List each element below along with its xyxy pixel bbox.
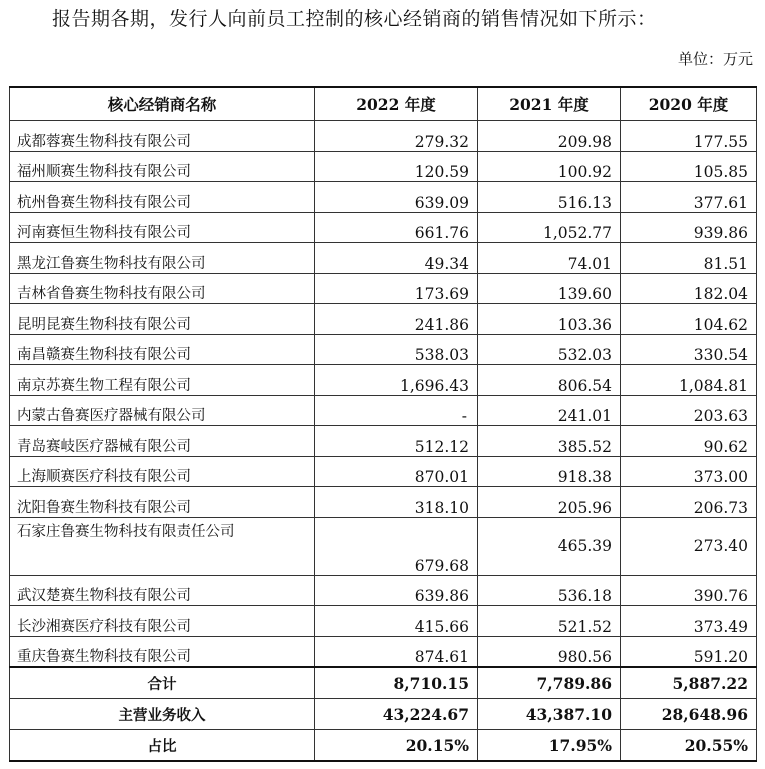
distributor-name: 杭州鲁赛生物科技有限公司 (10, 182, 315, 213)
summary-value-2022: 20.15% (315, 730, 478, 762)
value-2020: 105.85 (621, 151, 757, 182)
distributor-name: 河南赛恒生物科技有限公司 (10, 212, 315, 243)
table-row (10, 243, 757, 274)
total-row (10, 667, 757, 699)
table-row (10, 606, 757, 637)
table-row (10, 212, 757, 243)
distributor-name: 石家庄鲁赛生物科技有限责任公司 (10, 517, 315, 575)
table-row (10, 273, 757, 304)
value-2021: 980.56 (478, 636, 621, 667)
table-row (10, 334, 757, 365)
summary-value-2022: 8,710.15 (315, 667, 478, 699)
table-row (10, 182, 757, 213)
value-2022: 512.12 (315, 426, 478, 457)
distributor-name: 南京苏赛生物工程有限公司 (10, 365, 315, 396)
value-2022: 415.66 (315, 606, 478, 637)
value-2021: 205.96 (478, 487, 621, 518)
value-2022: 318.10 (315, 487, 478, 518)
main-revenue-row (10, 699, 757, 730)
value-2020: 182.04 (621, 273, 757, 304)
value-2020: 1,084.81 (621, 365, 757, 396)
value-2022: 679.68 (315, 517, 478, 575)
distributor-sales-table (9, 86, 757, 762)
value-2021: 100.92 (478, 151, 621, 182)
value-2022: 120.59 (315, 151, 478, 182)
table-row (10, 575, 757, 606)
summary-value-2021: 17.95% (478, 730, 621, 762)
value-2021: 532.03 (478, 334, 621, 365)
value-2021: 516.13 (478, 182, 621, 213)
value-2021: 918.38 (478, 456, 621, 487)
value-2020: 390.76 (621, 575, 757, 606)
summary-label: 合计 (10, 667, 315, 699)
value-2021: 521.52 (478, 606, 621, 637)
distributor-name: 吉林省鲁赛生物科技有限公司 (10, 273, 315, 304)
intro-paragraph: 报告期各期，发行人向前员工控制的核心经销商的销售情况如下所示： (52, 8, 657, 30)
value-2022: 661.76 (315, 212, 478, 243)
value-2020: 939.86 (621, 212, 757, 243)
value-2021: 465.39 (478, 517, 621, 575)
value-2020: 177.55 (621, 121, 757, 152)
summary-value-2020: 20.55% (621, 730, 757, 762)
value-2021: 385.52 (478, 426, 621, 457)
ratio-row (10, 730, 757, 762)
distributor-name: 重庆鲁赛生物科技有限公司 (10, 636, 315, 667)
unit-label: 单位：万元 (677, 50, 753, 68)
column-header-2022: 2022 年度 (315, 87, 478, 121)
value-2020: 373.00 (621, 456, 757, 487)
value-2021: 103.36 (478, 304, 621, 335)
summary-value-2021: 7,789.86 (478, 667, 621, 699)
distributor-name: 上海顺赛医疗科技有限公司 (10, 456, 315, 487)
table-row (10, 487, 757, 518)
value-2021: 806.54 (478, 365, 621, 396)
summary-value-2021: 43,387.10 (478, 699, 621, 730)
value-2020: 330.54 (621, 334, 757, 365)
table-row (10, 151, 757, 182)
value-2021: 139.60 (478, 273, 621, 304)
value-2022: 639.86 (315, 575, 478, 606)
value-2020: 377.61 (621, 182, 757, 213)
value-2022: 870.01 (315, 456, 478, 487)
value-2022: 874.61 (315, 636, 478, 667)
value-2020: 273.40 (621, 517, 757, 575)
distributor-name: 沈阳鲁赛生物科技有限公司 (10, 487, 315, 518)
value-2022: 279.32 (315, 121, 478, 152)
value-2020: 206.73 (621, 487, 757, 518)
distributor-name: 长沙湘赛医疗科技有限公司 (10, 606, 315, 637)
value-2022: 173.69 (315, 273, 478, 304)
distributor-name: 青岛赛岐医疗器械有限公司 (10, 426, 315, 457)
table-row (10, 456, 757, 487)
table-row (10, 304, 757, 335)
value-2022: - (315, 395, 478, 426)
value-2020: 203.63 (621, 395, 757, 426)
value-2020: 373.49 (621, 606, 757, 637)
summary-label: 主营业务收入 (10, 699, 315, 730)
value-2021: 536.18 (478, 575, 621, 606)
summary-value-2020: 5,887.22 (621, 667, 757, 699)
table-row (10, 636, 757, 667)
value-2020: 90.62 (621, 426, 757, 457)
summary-label: 占比 (10, 730, 315, 762)
summary-value-2022: 43,224.67 (315, 699, 478, 730)
value-2020: 591.20 (621, 636, 757, 667)
distributor-name: 黑龙江鲁赛生物科技有限公司 (10, 243, 315, 274)
distributor-name: 昆明昆赛生物科技有限公司 (10, 304, 315, 335)
table-row (10, 426, 757, 457)
table-row (10, 121, 757, 152)
distributor-name: 内蒙古鲁赛医疗器械有限公司 (10, 395, 315, 426)
value-2021: 74.01 (478, 243, 621, 274)
distributor-name: 成都蓉赛生物科技有限公司 (10, 121, 315, 152)
summary-value-2020: 28,648.96 (621, 699, 757, 730)
value-2022: 639.09 (315, 182, 478, 213)
table-row (10, 517, 757, 575)
table-row (10, 395, 757, 426)
column-header-name: 核心经销商名称 (10, 87, 315, 121)
value-2022: 538.03 (315, 334, 478, 365)
distributor-name: 武汉楚赛生物科技有限公司 (10, 575, 315, 606)
value-2020: 81.51 (621, 243, 757, 274)
value-2021: 209.98 (478, 121, 621, 152)
value-2022: 241.86 (315, 304, 478, 335)
distributor-name: 福州顺赛生物科技有限公司 (10, 151, 315, 182)
value-2021: 1,052.77 (478, 212, 621, 243)
value-2022: 1,696.43 (315, 365, 478, 396)
table-header-row (10, 87, 757, 121)
column-header-2020: 2020 年度 (621, 87, 757, 121)
value-2022: 49.34 (315, 243, 478, 274)
value-2020: 104.62 (621, 304, 757, 335)
distributor-name: 南昌赣赛生物科技有限公司 (10, 334, 315, 365)
table-row (10, 365, 757, 396)
value-2021: 241.01 (478, 395, 621, 426)
column-header-2021: 2021 年度 (478, 87, 621, 121)
